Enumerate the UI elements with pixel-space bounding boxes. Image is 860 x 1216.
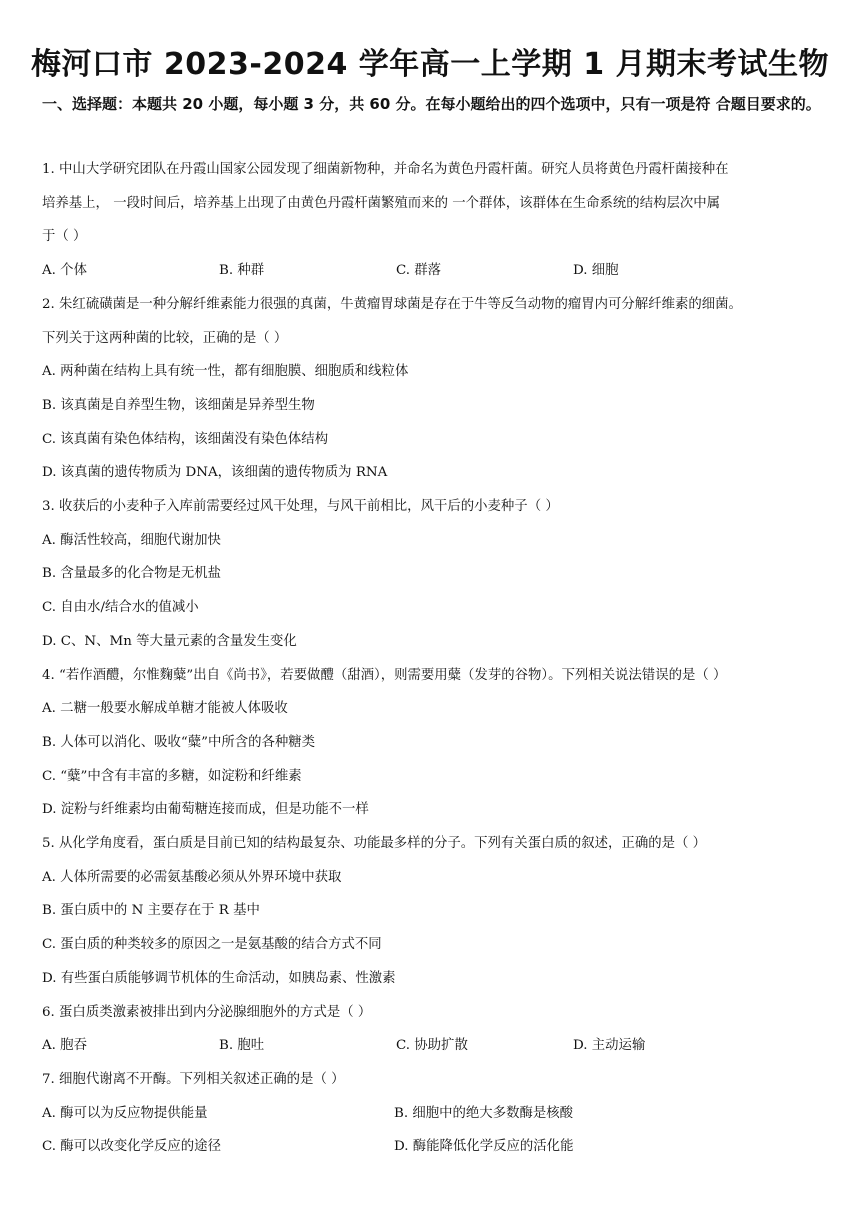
question-stem-line: 7. 细胞代谢离不开酶。下列相关叙述正确的是（ ） [42,1071,345,1087]
question-stem-line: 2. 朱红硫磺菌是一种分解纤维素能力很强的真菌，牛黄瘤胃球菌是存在于牛等反刍动物的瘤胃内可分解纤维素的细菌。 [42,296,742,312]
option-d[interactable]: D. 该真菌的遗传物质为 DNA，该细菌的遗传物质为 RNA [42,465,388,481]
option-b[interactable]: B. 人体可以消化、吸收“糵”中所含的各种糖类 [42,734,316,750]
option-b[interactable]: B. 种群 [219,263,265,279]
section-heading: 一、选择题：本题共 20 小题，每小题 3 分，共 60 分。在每小题给出的四个选项中，只有一项是符 合题目要求的。 [42,95,821,113]
option-row [42,254,824,288]
question-stem-line: 下列关于这两种菌的比较，正确的是（ ） [42,330,288,346]
option-b[interactable]: B. 细胞中的绝大多数酶是核酸 [394,1105,574,1121]
option-row [42,1029,824,1063]
question-list [42,153,824,1164]
question-stem-line: 3. 收获后的小麦种子入库前需要经过风干处理，与风干前相比，风干后的小麦种子（ ） [42,499,559,515]
question-6 [42,996,824,1063]
option-a[interactable]: A. 人体所需要的必需氨基酸必须从外界环境中获取 [42,869,342,885]
question-stem-line: 1. 中山大学研究团队在丹霞山国家公园发现了细菌新物种，并命名为黄色丹霞杆菌。研究人员将黄色丹霞杆菌接种在 [42,162,729,177]
question-2 [42,288,824,490]
option-d[interactable]: D. 细胞 [573,263,619,279]
option-a[interactable]: A. 酶活性较高，细胞代谢加快 [42,532,221,548]
question-stem-line: 于（ ） [42,229,87,245]
option-b[interactable]: B. 含量最多的化合物是无机盐 [42,566,222,582]
option-d[interactable]: D. 主动运输 [573,1038,646,1054]
question-stem-line: 6. 蛋白质类激素被排出到内分泌腺细胞外的方式是（ ） [42,1004,372,1020]
option-row [42,1130,824,1164]
option-b[interactable]: B. 该真菌是自养型生物，该细菌是异养型生物 [42,397,315,413]
question-5 [42,827,824,996]
option-c[interactable]: C. 群落 [396,263,442,279]
option-c[interactable]: C. 蛋白质的种类较多的原因之一是氨基酸的结合方式不同 [42,937,382,953]
option-a[interactable]: A. 酶可以为反应物提供能量 [42,1105,208,1121]
option-d[interactable]: D. 淀粉与纤维素均由葡萄糖连接而成，但是功能不一样 [42,802,369,818]
option-a[interactable]: A. 胞吞 [42,1038,87,1054]
option-row [42,1097,824,1131]
page-title: 梅河口市 2023-2024 学年高一上学期 1 月期末考试生物 [30,47,830,82]
option-c[interactable]: C. “糵”中含有丰富的多糖，如淀粉和纤维素 [42,768,302,784]
question-stem-line: 5. 从化学角度看，蛋白质是目前已知的结构最复杂、功能最多样的分子。下列有关蛋白质的叙述，正确的是（ ） [42,836,707,852]
question-4 [42,659,824,828]
option-c[interactable]: C. 该真菌有染色体结构，该细菌没有染色体结构 [42,431,329,447]
option-a[interactable]: A. 两种菌在结构上具有统一性，都有细胞膜、细胞质和线粒体 [42,364,409,380]
question-stem-line: 4. “若作酒醴，尔惟麴糵”出自《尚书》，若要做醴（甜酒），则需要用糵（发芽的谷物）。下列相关说法错误的是（ ） [42,667,727,683]
option-d[interactable]: D. C、N、Mn 等大量元素的含量发生变化 [42,633,297,649]
option-c[interactable]: C. 酶可以改变化学反应的途径 [42,1139,221,1155]
option-b[interactable]: B. 胞吐 [219,1038,265,1054]
option-d[interactable]: D. 有些蛋白质能够调节机体的生命活动，如胰岛素、性激素 [42,970,396,986]
option-d[interactable]: D. 酶能降低化学反应的活化能 [394,1139,574,1155]
question-7 [42,1063,824,1164]
option-b[interactable]: B. 蛋白质中的 N 主要存在于 R 基中 [42,903,260,919]
question-stem-line: 培养基上， 一段时间后，培养基上出现了由黄色丹霞杆菌繁殖而来的 一个群体，该群体在生命系统的结构层次中属 [42,195,721,211]
question-3 [42,490,824,659]
option-a[interactable]: A. 二糖一般要水解成单糖才能被人体吸收 [42,701,288,717]
question-1 [42,153,824,288]
option-a[interactable]: A. 个体 [42,263,87,279]
option-c[interactable]: C. 协助扩散 [396,1038,468,1054]
option-c[interactable]: C. 自由水/结合水的值减小 [42,600,199,616]
